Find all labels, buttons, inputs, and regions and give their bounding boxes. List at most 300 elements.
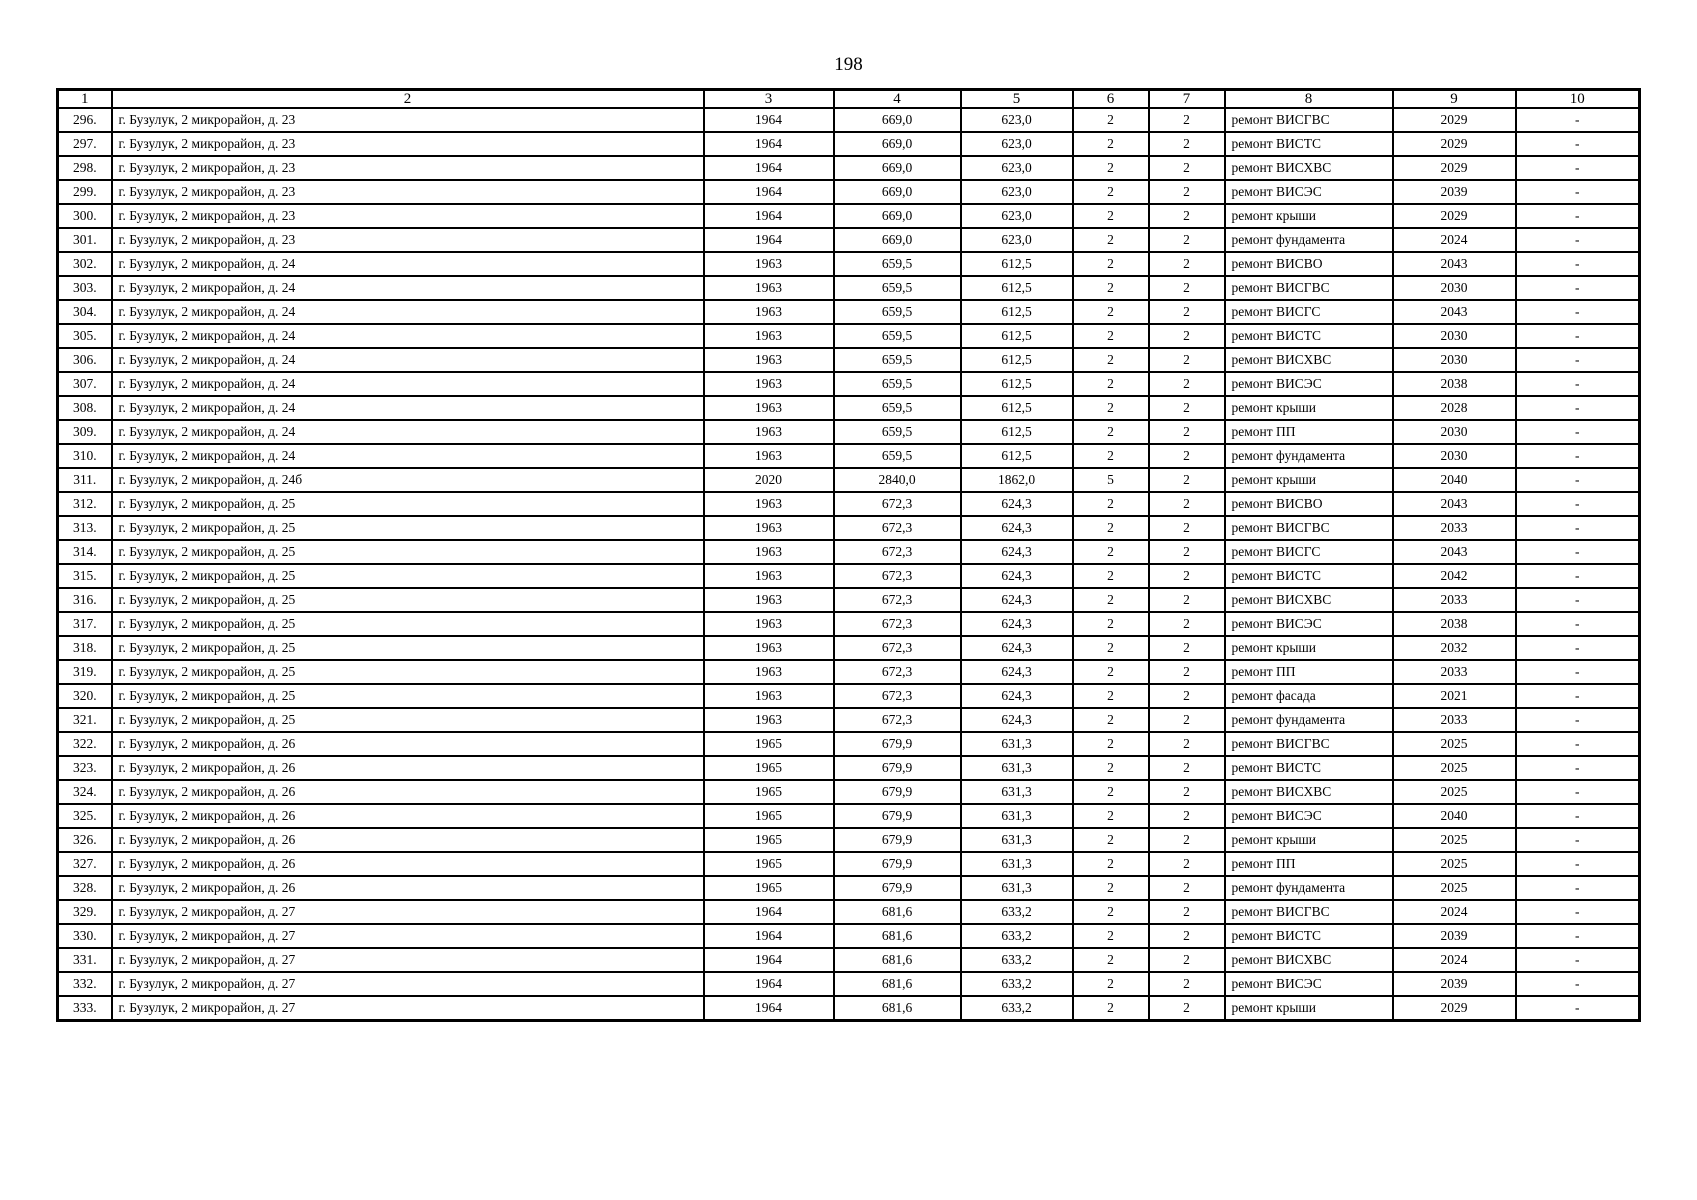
table-row [58, 300, 1640, 324]
table-row [58, 156, 1640, 180]
floors-cell: 2 [1073, 420, 1149, 444]
row-number-cell: 299. [58, 180, 112, 204]
planned-year-cell: 2039 [1393, 924, 1516, 948]
note-cell: - [1516, 636, 1640, 660]
living-area-cell: 623,0 [961, 180, 1073, 204]
note-cell: - [1516, 804, 1640, 828]
living-area-cell: 623,0 [961, 132, 1073, 156]
total-area-cell: 681,6 [834, 996, 961, 1021]
address-cell: г. Бузулук, 2 микрорайон, д. 23 [112, 132, 704, 156]
year-built-cell: 1963 [704, 636, 834, 660]
table-row [58, 780, 1640, 804]
work-type-cell: ремонт фундамента [1225, 228, 1393, 252]
year-built-cell: 1963 [704, 276, 834, 300]
note-cell: - [1516, 396, 1640, 420]
column-header-7: 7 [1149, 90, 1225, 109]
total-area-cell: 679,9 [834, 804, 961, 828]
living-area-cell: 612,5 [961, 372, 1073, 396]
total-area-cell: 659,5 [834, 372, 961, 396]
living-area-cell: 624,3 [961, 636, 1073, 660]
note-cell: - [1516, 324, 1640, 348]
floors-cell: 2 [1073, 780, 1149, 804]
living-area-cell: 624,3 [961, 564, 1073, 588]
work-type-cell: ремонт ВИСТС [1225, 132, 1393, 156]
entrances-cell: 2 [1149, 972, 1225, 996]
living-area-cell: 631,3 [961, 804, 1073, 828]
planned-year-cell: 2039 [1393, 180, 1516, 204]
address-cell: г. Бузулук, 2 микрорайон, д. 24 [112, 252, 704, 276]
table-row [58, 924, 1640, 948]
work-type-cell: ремонт ВИСГВС [1225, 732, 1393, 756]
table-row [58, 612, 1640, 636]
entrances-cell: 2 [1149, 420, 1225, 444]
row-number-cell: 325. [58, 804, 112, 828]
planned-year-cell: 2024 [1393, 900, 1516, 924]
address-cell: г. Бузулук, 2 микрорайон, д. 27 [112, 972, 704, 996]
planned-year-cell: 2043 [1393, 492, 1516, 516]
row-number-cell: 306. [58, 348, 112, 372]
floors-cell: 2 [1073, 636, 1149, 660]
planned-year-cell: 2024 [1393, 948, 1516, 972]
note-cell: - [1516, 300, 1640, 324]
floors-cell: 2 [1073, 276, 1149, 300]
living-area-cell: 612,5 [961, 324, 1073, 348]
table-row [58, 660, 1640, 684]
row-number-cell: 311. [58, 468, 112, 492]
entrances-cell: 2 [1149, 468, 1225, 492]
entrances-cell: 2 [1149, 708, 1225, 732]
note-cell: - [1516, 444, 1640, 468]
planned-year-cell: 2028 [1393, 396, 1516, 420]
note-cell: - [1516, 204, 1640, 228]
address-cell: г. Бузулук, 2 микрорайон, д. 25 [112, 684, 704, 708]
year-built-cell: 1965 [704, 804, 834, 828]
planned-year-cell: 2024 [1393, 228, 1516, 252]
planned-year-cell: 2029 [1393, 108, 1516, 132]
year-built-cell: 1963 [704, 684, 834, 708]
floors-cell: 2 [1073, 348, 1149, 372]
total-area-cell: 669,0 [834, 228, 961, 252]
row-number-cell: 318. [58, 636, 112, 660]
entrances-cell: 2 [1149, 324, 1225, 348]
table-row [58, 852, 1640, 876]
entrances-cell: 2 [1149, 612, 1225, 636]
work-type-cell: ремонт ВИСХВС [1225, 588, 1393, 612]
row-number-cell: 296. [58, 108, 112, 132]
address-cell: г. Бузулук, 2 микрорайон, д. 27 [112, 948, 704, 972]
table-row [58, 180, 1640, 204]
work-type-cell: ремонт крыши [1225, 828, 1393, 852]
note-cell: - [1516, 660, 1640, 684]
work-type-cell: ремонт ВИСТС [1225, 756, 1393, 780]
page-number: 198 [834, 54, 863, 75]
planned-year-cell: 2042 [1393, 564, 1516, 588]
address-cell: г. Бузулук, 2 микрорайон, д. 26 [112, 780, 704, 804]
entrances-cell: 2 [1149, 564, 1225, 588]
row-number-cell: 308. [58, 396, 112, 420]
note-cell: - [1516, 924, 1640, 948]
total-area-cell: 681,6 [834, 924, 961, 948]
table-row [58, 588, 1640, 612]
entrances-cell: 2 [1149, 252, 1225, 276]
entrances-cell: 2 [1149, 516, 1225, 540]
living-area-cell: 624,3 [961, 588, 1073, 612]
floors-cell: 2 [1073, 660, 1149, 684]
living-area-cell: 623,0 [961, 156, 1073, 180]
table-row [58, 996, 1640, 1021]
planned-year-cell: 2038 [1393, 372, 1516, 396]
work-type-cell: ремонт ПП [1225, 660, 1393, 684]
row-number-cell: 302. [58, 252, 112, 276]
entrances-cell: 2 [1149, 156, 1225, 180]
year-built-cell: 1963 [704, 612, 834, 636]
planned-year-cell: 2039 [1393, 972, 1516, 996]
total-area-cell: 672,3 [834, 588, 961, 612]
entrances-cell: 2 [1149, 636, 1225, 660]
living-area-cell: 612,5 [961, 420, 1073, 444]
row-number-cell: 333. [58, 996, 112, 1021]
planned-year-cell: 2025 [1393, 828, 1516, 852]
address-cell: г. Бузулук, 2 микрорайон, д. 24 [112, 420, 704, 444]
year-built-cell: 1963 [704, 252, 834, 276]
note-cell: - [1516, 996, 1640, 1021]
column-header-4: 4 [834, 90, 961, 109]
work-type-cell: ремонт ВИСТС [1225, 564, 1393, 588]
living-area-cell: 623,0 [961, 228, 1073, 252]
planned-year-cell: 2030 [1393, 348, 1516, 372]
work-type-cell: ремонт ВИСГС [1225, 540, 1393, 564]
address-cell: г. Бузулук, 2 микрорайон, д. 23 [112, 108, 704, 132]
floors-cell: 2 [1073, 588, 1149, 612]
planned-year-cell: 2025 [1393, 780, 1516, 804]
entrances-cell: 2 [1149, 228, 1225, 252]
work-type-cell: ремонт ВИСЭС [1225, 972, 1393, 996]
row-number-cell: 324. [58, 780, 112, 804]
entrances-cell: 2 [1149, 996, 1225, 1021]
entrances-cell: 2 [1149, 948, 1225, 972]
table-row [58, 204, 1640, 228]
floors-cell: 2 [1073, 804, 1149, 828]
year-built-cell: 1964 [704, 132, 834, 156]
total-area-cell: 669,0 [834, 156, 961, 180]
address-cell: г. Бузулук, 2 микрорайон, д. 24 [112, 324, 704, 348]
year-built-cell: 1963 [704, 564, 834, 588]
planned-year-cell: 2029 [1393, 204, 1516, 228]
total-area-cell: 659,5 [834, 252, 961, 276]
total-area-cell: 681,6 [834, 972, 961, 996]
row-number-cell: 327. [58, 852, 112, 876]
note-cell: - [1516, 252, 1640, 276]
entrances-cell: 2 [1149, 900, 1225, 924]
living-area-cell: 624,3 [961, 540, 1073, 564]
floors-cell: 2 [1073, 396, 1149, 420]
living-area-cell: 633,2 [961, 948, 1073, 972]
row-number-cell: 305. [58, 324, 112, 348]
year-built-cell: 1965 [704, 732, 834, 756]
year-built-cell: 1963 [704, 300, 834, 324]
work-type-cell: ремонт ВИСЭС [1225, 180, 1393, 204]
work-type-cell: ремонт ПП [1225, 852, 1393, 876]
address-cell: г. Бузулук, 2 микрорайон, д. 25 [112, 660, 704, 684]
table-row [58, 468, 1640, 492]
row-number-cell: 319. [58, 660, 112, 684]
entrances-cell: 2 [1149, 732, 1225, 756]
total-area-cell: 672,3 [834, 708, 961, 732]
living-area-cell: 623,0 [961, 204, 1073, 228]
table-row [58, 756, 1640, 780]
planned-year-cell: 2043 [1393, 540, 1516, 564]
work-type-cell: ремонт ВИСГВС [1225, 516, 1393, 540]
planned-year-cell: 2030 [1393, 444, 1516, 468]
year-built-cell: 1964 [704, 900, 834, 924]
row-number-cell: 326. [58, 828, 112, 852]
note-cell: - [1516, 852, 1640, 876]
living-area-cell: 612,5 [961, 276, 1073, 300]
note-cell: - [1516, 684, 1640, 708]
year-built-cell: 1964 [704, 180, 834, 204]
row-number-cell: 330. [58, 924, 112, 948]
entrances-cell: 2 [1149, 396, 1225, 420]
row-number-cell: 301. [58, 228, 112, 252]
note-cell: - [1516, 708, 1640, 732]
row-number-cell: 303. [58, 276, 112, 300]
address-cell: г. Бузулук, 2 микрорайон, д. 24 [112, 372, 704, 396]
entrances-cell: 2 [1149, 852, 1225, 876]
year-built-cell: 1963 [704, 516, 834, 540]
work-type-cell: ремонт ВИСЭС [1225, 372, 1393, 396]
year-built-cell: 1964 [704, 228, 834, 252]
table-row [58, 492, 1640, 516]
total-area-cell: 659,5 [834, 300, 961, 324]
row-number-cell: 298. [58, 156, 112, 180]
floors-cell: 2 [1073, 324, 1149, 348]
total-area-cell: 659,5 [834, 396, 961, 420]
floors-cell: 2 [1073, 300, 1149, 324]
living-area-cell: 631,3 [961, 852, 1073, 876]
total-area-cell: 659,5 [834, 348, 961, 372]
column-header-1: 1 [58, 90, 112, 109]
address-cell: г. Бузулук, 2 микрорайон, д. 25 [112, 492, 704, 516]
year-built-cell: 1965 [704, 876, 834, 900]
entrances-cell: 2 [1149, 132, 1225, 156]
total-area-cell: 659,5 [834, 324, 961, 348]
row-number-cell: 328. [58, 876, 112, 900]
year-built-cell: 2020 [704, 468, 834, 492]
year-built-cell: 1963 [704, 588, 834, 612]
table-row [58, 324, 1640, 348]
note-cell: - [1516, 564, 1640, 588]
year-built-cell: 1963 [704, 396, 834, 420]
table-body [58, 108, 1640, 1021]
address-cell: г. Бузулук, 2 микрорайон, д. 24 [112, 396, 704, 420]
year-built-cell: 1963 [704, 660, 834, 684]
table-row [58, 444, 1640, 468]
note-cell: - [1516, 420, 1640, 444]
entrances-cell: 2 [1149, 444, 1225, 468]
note-cell: - [1516, 780, 1640, 804]
address-cell: г. Бузулук, 2 микрорайон, д. 23 [112, 204, 704, 228]
work-type-cell: ремонт ВИСГВС [1225, 108, 1393, 132]
work-type-cell: ремонт фундамента [1225, 444, 1393, 468]
total-area-cell: 672,3 [834, 492, 961, 516]
floors-cell: 2 [1073, 372, 1149, 396]
living-area-cell: 624,3 [961, 516, 1073, 540]
living-area-cell: 631,3 [961, 756, 1073, 780]
total-area-cell: 679,9 [834, 780, 961, 804]
work-type-cell: ремонт ПП [1225, 420, 1393, 444]
work-type-cell: ремонт ВИСГВС [1225, 276, 1393, 300]
table-row [58, 396, 1640, 420]
note-cell: - [1516, 540, 1640, 564]
work-type-cell: ремонт крыши [1225, 996, 1393, 1021]
column-header-9: 9 [1393, 90, 1516, 109]
work-type-cell: ремонт ВИСЭС [1225, 804, 1393, 828]
year-built-cell: 1965 [704, 756, 834, 780]
work-type-cell: ремонт ВИСГВС [1225, 900, 1393, 924]
planned-year-cell: 2029 [1393, 132, 1516, 156]
row-number-cell: 332. [58, 972, 112, 996]
total-area-cell: 669,0 [834, 180, 961, 204]
floors-cell: 2 [1073, 564, 1149, 588]
work-type-cell: ремонт ВИСХВС [1225, 348, 1393, 372]
total-area-cell: 672,3 [834, 684, 961, 708]
year-built-cell: 1963 [704, 420, 834, 444]
address-cell: г. Бузулук, 2 микрорайон, д. 25 [112, 636, 704, 660]
floors-cell: 5 [1073, 468, 1149, 492]
total-area-cell: 672,3 [834, 612, 961, 636]
row-number-cell: 313. [58, 516, 112, 540]
address-cell: г. Бузулук, 2 микрорайон, д. 27 [112, 900, 704, 924]
entrances-cell: 2 [1149, 756, 1225, 780]
row-number-cell: 322. [58, 732, 112, 756]
work-type-cell: ремонт ВИСХВС [1225, 156, 1393, 180]
note-cell: - [1516, 732, 1640, 756]
planned-year-cell: 2040 [1393, 468, 1516, 492]
living-area-cell: 631,3 [961, 828, 1073, 852]
entrances-cell: 2 [1149, 684, 1225, 708]
total-area-cell: 672,3 [834, 516, 961, 540]
work-type-cell: ремонт ВИСХВС [1225, 948, 1393, 972]
planned-year-cell: 2029 [1393, 996, 1516, 1021]
note-cell: - [1516, 132, 1640, 156]
table-row [58, 228, 1640, 252]
row-number-cell: 310. [58, 444, 112, 468]
entrances-cell: 2 [1149, 276, 1225, 300]
living-area-cell: 1862,0 [961, 468, 1073, 492]
total-area-cell: 679,9 [834, 876, 961, 900]
row-number-cell: 304. [58, 300, 112, 324]
total-area-cell: 672,3 [834, 636, 961, 660]
living-area-cell: 631,3 [961, 732, 1073, 756]
address-cell: г. Бузулук, 2 микрорайон, д. 23 [112, 180, 704, 204]
address-cell: г. Бузулук, 2 микрорайон, д. 26 [112, 828, 704, 852]
column-header-5: 5 [961, 90, 1073, 109]
total-area-cell: 679,9 [834, 852, 961, 876]
table-row [58, 636, 1640, 660]
year-built-cell: 1964 [704, 204, 834, 228]
note-cell: - [1516, 108, 1640, 132]
living-area-cell: 624,3 [961, 708, 1073, 732]
work-type-cell: ремонт крыши [1225, 396, 1393, 420]
note-cell: - [1516, 828, 1640, 852]
address-cell: г. Бузулук, 2 микрорайон, д. 25 [112, 516, 704, 540]
address-cell: г. Бузулук, 2 микрорайон, д. 23 [112, 228, 704, 252]
planned-year-cell: 2043 [1393, 300, 1516, 324]
total-area-cell: 659,5 [834, 420, 961, 444]
living-area-cell: 612,5 [961, 300, 1073, 324]
work-type-cell: ремонт ВИСВО [1225, 492, 1393, 516]
table-row [58, 540, 1640, 564]
row-number-cell: 329. [58, 900, 112, 924]
floors-cell: 2 [1073, 684, 1149, 708]
note-cell: - [1516, 156, 1640, 180]
row-number-cell: 315. [58, 564, 112, 588]
work-type-cell: ремонт ВИСЭС [1225, 612, 1393, 636]
note-cell: - [1516, 876, 1640, 900]
table-row [58, 828, 1640, 852]
year-built-cell: 1965 [704, 828, 834, 852]
note-cell: - [1516, 276, 1640, 300]
planned-year-cell: 2040 [1393, 804, 1516, 828]
column-header-2: 2 [112, 90, 704, 109]
living-area-cell: 612,5 [961, 252, 1073, 276]
note-cell: - [1516, 948, 1640, 972]
entrances-cell: 2 [1149, 588, 1225, 612]
planned-year-cell: 2025 [1393, 732, 1516, 756]
planned-year-cell: 2025 [1393, 756, 1516, 780]
table-row [58, 804, 1640, 828]
total-area-cell: 672,3 [834, 564, 961, 588]
entrances-cell: 2 [1149, 876, 1225, 900]
note-cell: - [1516, 756, 1640, 780]
year-built-cell: 1963 [704, 372, 834, 396]
note-cell: - [1516, 588, 1640, 612]
work-type-cell: ремонт фасада [1225, 684, 1393, 708]
floors-cell: 2 [1073, 540, 1149, 564]
total-area-cell: 669,0 [834, 132, 961, 156]
work-type-cell: ремонт ВИСТС [1225, 324, 1393, 348]
living-area-cell: 631,3 [961, 780, 1073, 804]
floors-cell: 2 [1073, 108, 1149, 132]
year-built-cell: 1963 [704, 492, 834, 516]
address-cell: г. Бузулук, 2 микрорайон, д. 26 [112, 732, 704, 756]
table-row [58, 876, 1640, 900]
year-built-cell: 1964 [704, 996, 834, 1021]
total-area-cell: 659,5 [834, 276, 961, 300]
entrances-cell: 2 [1149, 804, 1225, 828]
row-number-cell: 323. [58, 756, 112, 780]
entrances-cell: 2 [1149, 348, 1225, 372]
year-built-cell: 1964 [704, 108, 834, 132]
table-row [58, 276, 1640, 300]
living-area-cell: 612,5 [961, 444, 1073, 468]
table-row [58, 252, 1640, 276]
floors-cell: 2 [1073, 180, 1149, 204]
table-row [58, 948, 1640, 972]
total-area-cell: 659,5 [834, 444, 961, 468]
note-cell: - [1516, 228, 1640, 252]
year-built-cell: 1965 [704, 852, 834, 876]
total-area-cell: 681,6 [834, 948, 961, 972]
work-type-cell: ремонт ВИСТС [1225, 924, 1393, 948]
address-cell: г. Бузулук, 2 микрорайон, д. 24 [112, 300, 704, 324]
year-built-cell: 1963 [704, 444, 834, 468]
repair-schedule-table [56, 88, 1641, 1022]
floors-cell: 2 [1073, 948, 1149, 972]
note-cell: - [1516, 468, 1640, 492]
table-row [58, 972, 1640, 996]
row-number-cell: 331. [58, 948, 112, 972]
